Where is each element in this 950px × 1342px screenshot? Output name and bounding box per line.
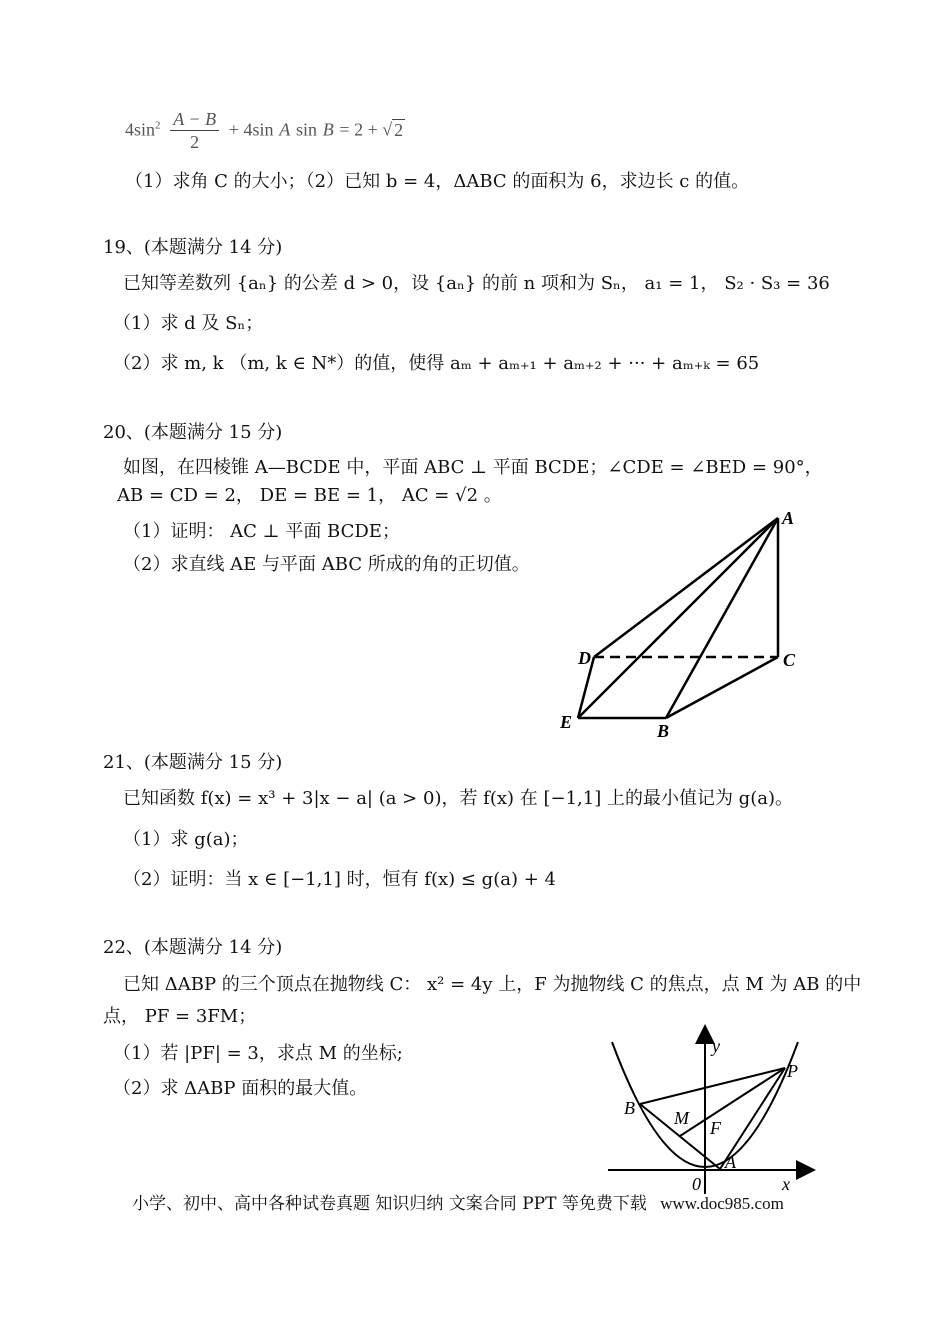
label-x: x [782, 1174, 790, 1194]
footer [132, 1192, 784, 1216]
q22-part1: （1）若 |PF| = 3，求点 M 的坐标; [113, 1043, 403, 1064]
q19-stem: 已知等差数列 {aₙ} 的公差 d > 0，设 {aₙ} 的前 n 项和为 Sₙ， a₁ = 1， S₂ · S₃ = 36 [123, 273, 830, 294]
label-m: M [674, 1108, 689, 1128]
q20-part2: （2）求直线 AE 与平面 ABC 所成的角的正切值。 [123, 554, 530, 575]
q21-stem: 已知函数 f(x) = x³ + 3|x − a| (a > 0)，若 f(x) 在 [−1,1] 上的最小值记为 g(a)。 [123, 788, 793, 809]
edge-ad [594, 518, 778, 657]
q20-stem2: AB = CD = 2， DE = BE = 1， AC = √2 。 [117, 485, 502, 506]
label-a: A [782, 508, 795, 528]
label-e: E [560, 712, 573, 732]
q21-part1: （1）求 g(a)； [123, 829, 249, 850]
q20-stem1: 如图，在四棱锥 A—BCDE 中，平面 ABC ⊥ 平面 BCDE；∠CDE = ∠BED = 90°， [123, 457, 823, 478]
q20-header: 20、(本题满分 15 分) [103, 422, 283, 443]
label-p: P [787, 1061, 798, 1081]
edge-ae [578, 518, 778, 718]
label-y: y [712, 1036, 720, 1056]
q19-part2: （2）求 m, k （m, k ∈ N*）的值，使得 aₘ + aₘ₊₁ + aₘ₊₂ + ··· + aₘ₊ₖ = 65 [113, 353, 760, 374]
segment-pm [680, 1068, 785, 1136]
label-d: D [578, 648, 591, 668]
q18-equation: $4\sin^2$ $\frac{A - B}{2}$ + 4sin A sin B = 2 + √ 2 [125, 109, 404, 152]
label-c: C [783, 650, 796, 670]
q21-header: 21、(本题满分 15 分) [103, 752, 283, 773]
q21-part2: （2）证明：当 x ∈ [−1,1] 时，恒有 f(x) ≤ g(a) + 4 [123, 869, 556, 890]
q18-parts: （1）求角 C 的大小；（2）已知 b = 4，ΔABC 的面积为 6，求边长 c 的值。 [125, 171, 750, 192]
q22-stem2: 点， PF = 3FM； [103, 1006, 257, 1027]
q19-header: 19、(本题满分 14 分) [103, 237, 283, 258]
pyramid-figure [550, 500, 830, 750]
footer-url[interactable]: www.doc985.com [660, 1194, 784, 1213]
segment-pb [640, 1068, 785, 1104]
q22-part2: （2）求 ΔABP 面积的最大值。 [113, 1078, 368, 1099]
q22-header: 22、(本题满分 14 分) [103, 937, 283, 958]
label-b: B [624, 1098, 635, 1118]
label-origin: 0 [692, 1174, 701, 1194]
q22-stem1: 已知 ΔABP 的三个顶点在抛物线 C： x² = 4y 上，F 为抛物线 C 的焦点，点 M 为 AB 的中 [123, 974, 862, 995]
q20-part1: （1）证明： AC ⊥ 平面 BCDE； [123, 521, 400, 542]
label-f: F [710, 1118, 721, 1138]
parabola-figure [600, 1022, 830, 1197]
footer-text: 小学、初中、高中各种试卷真题 知识归纳 文案合同 PPT 等免费下载 [132, 1194, 647, 1214]
label-b: B [657, 721, 670, 741]
q19-part1: （1）求 d 及 Sₙ； [113, 313, 264, 334]
label-a: A [725, 1152, 736, 1172]
